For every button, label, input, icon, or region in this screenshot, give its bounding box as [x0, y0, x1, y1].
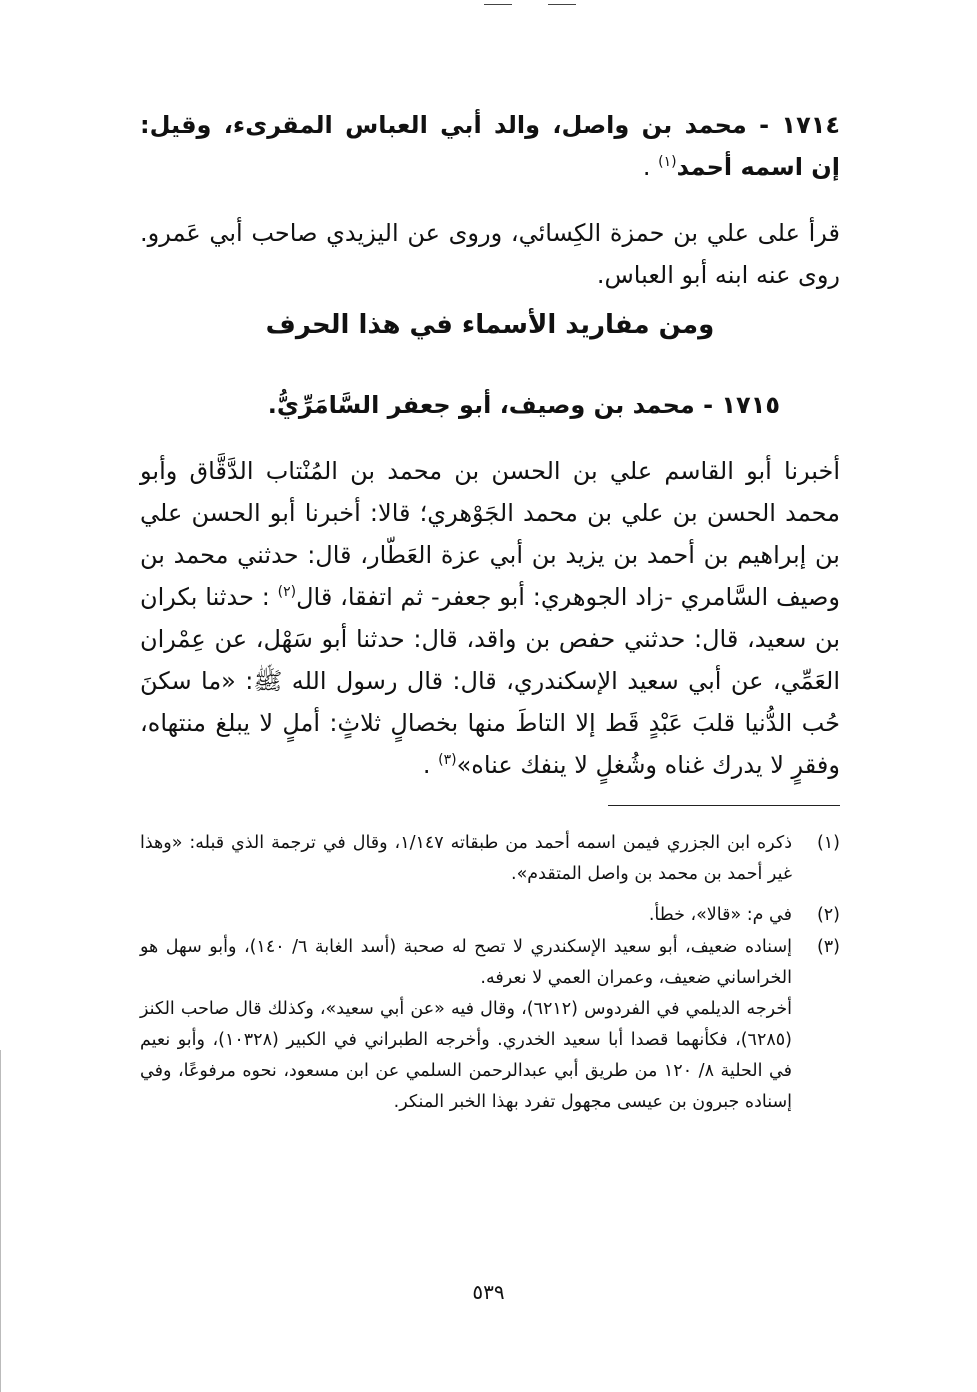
- entry-number: ١٧١٤: [781, 111, 841, 139]
- footnote-number: (٢): [816, 905, 840, 925]
- entry-headword: محمد بن واصل، والد أبي العباس المقرىء، وقيل: إن اسمه أحمد: [140, 111, 840, 181]
- footnote-number: (٣): [816, 937, 840, 957]
- top-mark: [484, 4, 512, 5]
- hadith-paragraph: أخبرنا أبو القاسم علي بن الحسن بن محمد بن المُنْتاب الدَّقَّاق وأبو محمد الحسن بن علي بن محمد الجَوْهري؛ قالا: أخبرنا أبو الحسن علي بن إبراهيم بن أحمد بن يزيد بن أبي عزة العَطّار، قال: حدثني محمد بن وصيف السَّامري -زاد الجوهري: أبو جعفر- ثم اتفقا، قال$^{(٢)}$ : حدثنا بكران بن سعيد، قال: حدثني حفص بن واقد، قال: حدثنا أبو سَهْل، عن عِمْران العَمِّي، عن أبي سعيد الإسكندري، قال: قال رسول الله ﷺ: «ما سكنَ حُب الدُّنيا قلبَ عَبْدٍ قَط إلا التاطَ منها بخصالٍ ثلاثٍ: أملٍ لا يبلغ منتهاه، وفقرٍ لا يدرك غناه وشُغلٍ لا ينفك عناه»$^{(٣)}$ .: [140, 457, 841, 779]
- page-number: ٥٣٩: [472, 1280, 505, 1304]
- footnote-text: ذكره ابن الجزري فيمن اسمه أحمد من طبقاته ١/١٤٧، وقال في ترجمة الذي قبله: «وهذا غير أحمد بن محمد بن واصل المتقدم».: [140, 833, 792, 884]
- isnad-text: أخبرنا أبو القاسم علي بن الحسن بن محمد بن المُنْتاب الدَّقَّاق وأبو محمد الحسن بن علي بن محمد الجَوْهري؛ قالا: أخبرنا أبو الحسن علي بن إبراهيم بن أحمد بن يزيد بن أبي عزة العَطّار، قال: حدثني محمد بن وصيف السَّامري -زاد الجوهري: أبو جعفر- ثم اتفقا، قال: [140, 457, 841, 611]
- footnote-number: (١): [816, 833, 840, 853]
- footnote-text: في م: «قالا»، خطأ.: [648, 905, 792, 925]
- section-heading: ومن مفاريد الأسماء في هذا الحرف: [265, 310, 715, 340]
- entry-number: ١٧١٥: [721, 391, 780, 419]
- footnote: [140, 932, 840, 1118]
- footnote: [140, 828, 840, 890]
- footnote-text: إسناده ضعيف، أبو سعيد الإسكندري لا تصح له صحبة (أسد الغابة ٦/ ١٤٠)، وأبو سهل هو الخراساني ضعيف، وعمران العمي لا نعرفه.: [140, 937, 792, 988]
- footnote: [140, 900, 840, 931]
- footnote-text-continued: أخرجه الديلمي في الفردوس (٦٢١٢)، وقال فيه «عن أبي سعيد»، وكذلك قال صاحب الكنز (٦٢٨٥)، فكأنهما قصدا أبا سعيد الخدري. وأخرجه الطبراني في الكبير (١٠٣٢٨)، وأبو نعيم في الحلية ٨/ ١٢٠ من طريق أبي عبدالرحمن السلمي عن ابن مسعود، نحوه مرفوعًا، وفي إسناده جبرون بن عيسى مجهول تفرد بهذا الخبر المنكر.: [140, 999, 793, 1112]
- hadith-text: : حدثنا بكران بن سعيد، قال: حدثني حفص بن واقد، قال: حدثنا أبو سَهْل، عن عِمْران العَمِّي، عن أبي سعيد الإسكندري، قال: قال رسول الله ﷺ: «ما سكنَ حُب الدُّنيا قلبَ عَبْدٍ قَط إلا التاطَ منها بخصالٍ ثلاثٍ: أملٍ لا يبلغ منتهاه، وفقرٍ لا يدرك غناه وشُغلٍ لا ينفك عناه»: [140, 583, 840, 779]
- page-edge-line: [0, 1050, 1, 1392]
- top-mark: [548, 4, 576, 5]
- footnote-marker: (١): [658, 154, 677, 170]
- footnote-marker: (٢): [277, 584, 297, 600]
- footnote-separator: [608, 805, 840, 806]
- entry-1714-text: قرأ على علي بن حمزة الكِسائي، وروى عن اليزيدي صاحب أبي عَمرو. روى عنه ابنه أبو العباس.: [140, 219, 840, 289]
- entry-headword: محمد بن وصيف، أبو جعفر السَّامَرِّيُّ.: [267, 391, 695, 419]
- entry-1715-heading: ١٧١٥ - محمد بن وصيف، أبو جعفر السَّامَرِّيُّ.: [140, 384, 840, 426]
- footnote-marker: (٣): [438, 752, 457, 768]
- entry-1714-heading: ١٧١٤ - محمد بن واصل، والد أبي العباس المقرىء، وقيل: إن اسمه أحمد$^{(١)}$ .: [140, 111, 841, 181]
